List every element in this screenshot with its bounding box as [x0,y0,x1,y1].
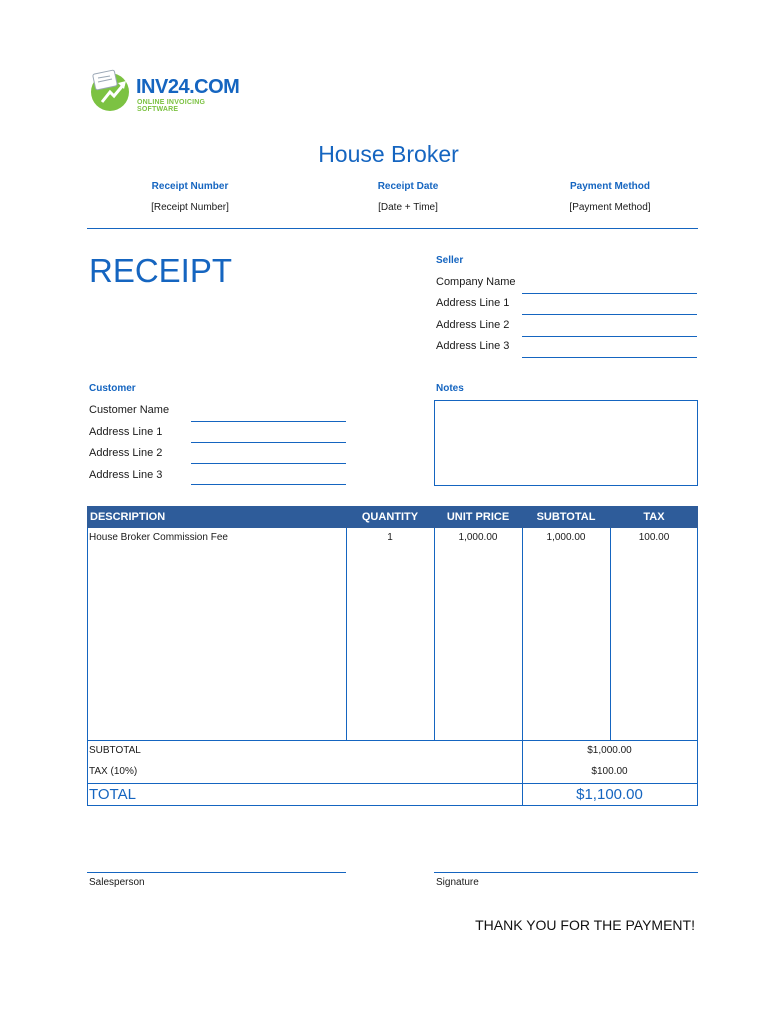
table-border-left [87,528,88,805]
customer-address-line-1-label: Address Line 1 [89,426,163,438]
table-divider-tax [610,528,611,740]
row-unit-price: 1,000.00 [458,532,498,543]
table-divider-subtotal [522,528,523,805]
total-value: $1,100.00 [576,786,643,803]
customer-address-line-3-label: Address Line 3 [89,469,163,481]
subtotal-value: $1,000.00 [587,745,632,756]
seller-address-line-3-label: Address Line 3 [436,340,510,352]
customer-heading: Customer [89,383,136,394]
signature-label: Signature [436,877,479,888]
customer-name-label: Customer Name [89,404,170,416]
receipt-number-label: Receipt Number [151,181,229,192]
customer-address-line-1-field[interactable] [191,442,346,443]
salesperson-label: Salesperson [89,877,145,888]
notes-box[interactable] [434,400,698,486]
doc-title: RECEIPT [89,252,233,289]
logo-name: INV24.COM [136,76,240,98]
signature-line[interactable] [434,872,698,873]
customer-address-line-2-label: Address Line 2 [89,447,163,459]
table-border-right [697,528,698,805]
col-quantity: QUANTITY [361,511,419,523]
company-title: House Broker [318,141,459,167]
tax-value: $100.00 [591,766,628,777]
payment-method-value: [Payment Method] [569,202,651,213]
seller-address-line-2-field[interactable] [522,336,697,337]
receipt-date-label: Receipt Date [377,181,439,192]
seller-address-line-1-label: Address Line 1 [436,297,510,309]
logo-tagline: ONLINE INVOICING SOFTWARE [137,99,206,113]
col-unit-price: UNIT PRICE [446,511,510,523]
items-table-header [87,506,698,528]
subtotal-label: SUBTOTAL [89,745,141,756]
col-description: DESCRIPTION [90,511,166,523]
seller-company-name-label: Company Name [436,276,516,288]
tax-label: TAX (10%) [89,766,138,777]
logo [88,68,240,114]
salesperson-signature-line[interactable] [87,872,346,873]
notes-heading: Notes [436,383,464,394]
customer-address-line-3-field[interactable] [191,484,346,485]
payment-method-label: Payment Method [569,181,650,192]
table-total-top [87,783,698,784]
seller-address-line-3-field[interactable] [522,357,697,358]
customer-address-line-2-field[interactable] [191,463,346,464]
col-tax: TAX [643,511,665,523]
col-subtotal: SUBTOTAL [536,511,596,523]
receipt-number-value: [Receipt Number] [151,202,229,213]
header-divider [87,228,698,229]
customer-name-field[interactable] [191,421,346,422]
table-divider-qty [346,528,347,740]
row-description: House Broker Commission Fee [89,532,228,543]
seller-company-name-field[interactable] [522,293,697,294]
thank-you-message: THANK YOU FOR THE PAYMENT! [475,917,695,933]
table-bottom [87,805,698,806]
row-quantity: 1 [387,532,393,543]
receipt-date-value: [Date + Time] [378,202,438,213]
logo-icon [88,68,134,114]
total-label: TOTAL [89,786,136,803]
table-divider-price [434,528,435,740]
row-subtotal: 1,000.00 [546,532,586,543]
seller-address-line-1-field[interactable] [522,314,697,315]
seller-heading: Seller [436,255,464,266]
seller-address-line-2-label: Address Line 2 [436,319,510,331]
row-tax: 100.00 [638,532,670,543]
table-items-bottom [87,740,698,741]
